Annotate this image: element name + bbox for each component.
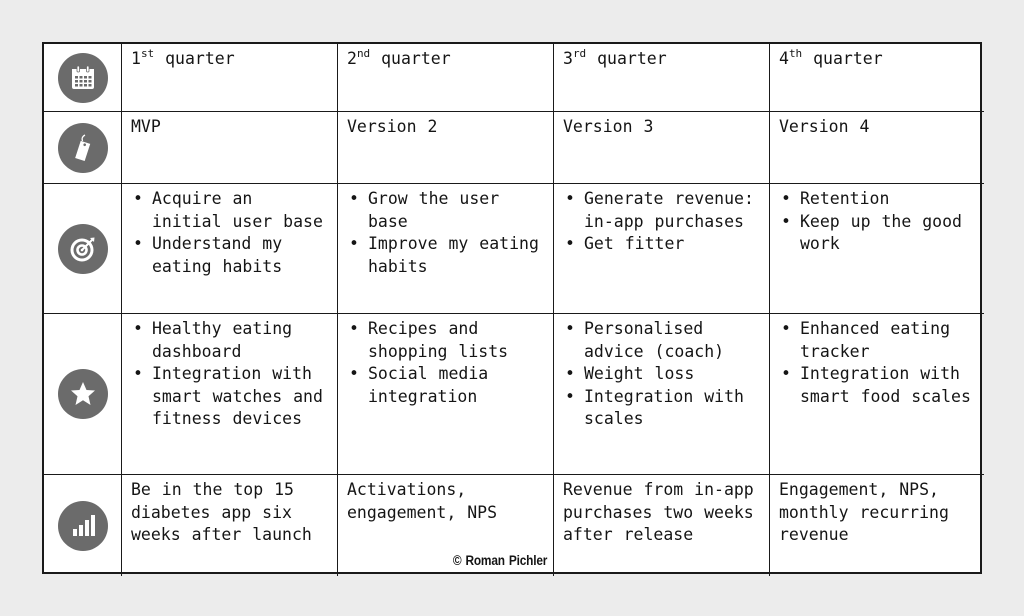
goals-cell-4 <box>770 184 984 314</box>
goals-cell-1 <box>122 184 338 314</box>
goal-item: • Grow the user base <box>347 188 547 233</box>
row-goal-icon-cell <box>44 184 122 314</box>
feature-item: • Integration with smart food scales <box>779 363 978 408</box>
goal-item: • Improve my eating habits <box>347 233 547 278</box>
version-cell-4: Version 4 <box>770 112 984 184</box>
feature-item: • Integration with smart watches and fitness devices <box>131 363 331 431</box>
metrics-cell-3: Revenue from in-app purchases two weeks after release <box>554 475 770 576</box>
quarter-word: quarter <box>165 49 235 68</box>
copyright-notice: © Roman Pichler <box>452 552 547 568</box>
goal-item: • Acquire an initial user base <box>131 188 331 233</box>
features-cell-2 <box>338 314 554 475</box>
feature-item: • Healthy eating dashboard <box>131 318 331 363</box>
quarter-header-4 <box>770 44 984 112</box>
feature-item: • Personalised advice (coach) <box>563 318 763 363</box>
row-version-icon-cell <box>44 112 122 184</box>
quarter-header-3 <box>554 44 770 112</box>
metrics-cell-4: Engagement, NPS, monthly recurring revenue <box>779 480 949 544</box>
goal-item: • Get fitter <box>563 233 763 256</box>
row-metrics-icon-cell <box>44 475 122 576</box>
feature-item: • Recipes and shopping lists <box>347 318 547 363</box>
feature-item: • Integration with scales <box>563 386 763 431</box>
goal-item: • Retention <box>779 188 978 211</box>
quarter-word: quarter <box>597 49 667 68</box>
features-cell-4 <box>770 314 984 475</box>
quarter-suffix: th <box>788 46 803 60</box>
version-cell-3: Version 3 <box>554 112 770 184</box>
quarter-word: quarter <box>813 49 883 68</box>
quarter-ordinal: 2 <box>347 49 357 68</box>
feature-item: • Weight loss <box>563 363 763 386</box>
goal-item: • Understand my eating habits <box>131 233 331 278</box>
quarter-header-2 <box>338 44 554 112</box>
quarter-ordinal: 3 <box>563 49 573 68</box>
row-date-icon-cell <box>44 44 122 112</box>
version-cell-1: MVP <box>122 112 338 184</box>
product-roadmap-table <box>42 42 982 574</box>
goal-item: • Keep up the good work <box>779 211 978 256</box>
quarter-word: quarter <box>381 49 451 68</box>
metrics-text: Activations, engagement, NPS <box>347 480 498 522</box>
row-feature-icon-cell <box>44 314 122 475</box>
quarter-suffix: rd <box>572 46 587 60</box>
bar-chart-icon <box>58 501 108 551</box>
features-cell-1 <box>122 314 338 475</box>
goals-cell-2 <box>338 184 554 314</box>
feature-item: • Social media integration <box>347 363 547 408</box>
metrics-cell-2 <box>338 475 554 576</box>
target-icon <box>58 224 108 274</box>
calendar-icon <box>58 53 108 103</box>
quarter-header-1 <box>122 44 338 112</box>
quarter-suffix: nd <box>356 46 371 60</box>
feature-item: • Enhanced eating tracker <box>779 318 978 363</box>
quarter-ordinal: 4 <box>779 49 789 68</box>
metrics-cell-1: Be in the top 15 diabetes app six weeks after launch <box>122 475 338 576</box>
star-icon <box>58 369 108 419</box>
quarter-suffix: st <box>140 46 155 60</box>
quarter-ordinal: 1 <box>131 49 141 68</box>
goal-item: • Generate revenue: in-app purchases <box>563 188 763 233</box>
features-cell-3 <box>554 314 770 475</box>
goals-cell-3 <box>554 184 770 314</box>
version-cell-2: Version 2 <box>338 112 554 184</box>
tag-icon <box>58 123 108 173</box>
